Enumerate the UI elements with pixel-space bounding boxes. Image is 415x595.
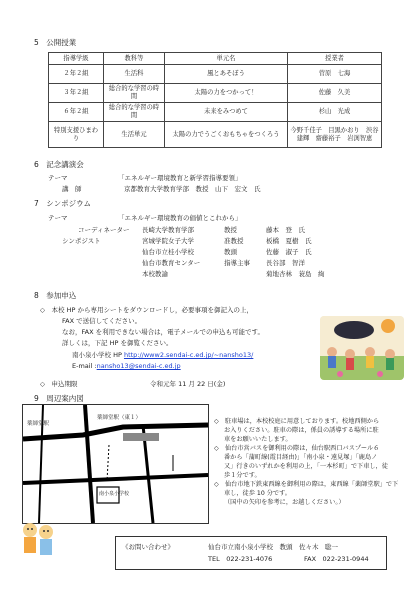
map-label-station: 薬師堂駅 <box>27 421 50 427</box>
contact-box <box>115 536 387 570</box>
lecturer: 京都教育大学教育学部 教授 山下 宏文 氏 <box>124 185 261 193</box>
lecture-theme-label: テーマ <box>48 174 68 182</box>
symposist-label: シンポジスト <box>62 237 101 245</box>
access-note-line: 又」行きのいずれかを利用の上，「一本杉町」で下車し，徒 <box>224 462 388 470</box>
table-row <box>49 103 382 122</box>
contact-tel: TEL 022-231-4076 <box>208 555 273 563</box>
header-grade: 指導学級 <box>49 53 104 65</box>
apply-line-1: ◇ 本校 HP から専用シートをダウンロードし，必要事項を御記入の上， <box>40 306 253 314</box>
panel-role: 教頭 <box>224 248 237 256</box>
panel-org: 仙台市教育センター <box>142 259 201 267</box>
apply-line-4: 詳しくは，下記 HP を御覧ください。 <box>62 339 173 347</box>
hp-line <box>72 351 253 359</box>
hp-link[interactable]: http://www2.sendai-c.ed.jp/~nansho13/ <box>123 351 254 359</box>
panel-org: 本校教諭 <box>142 270 168 278</box>
apply-line-3: なお，FAX を利用できない場合は，電子メールでの申込も可能です。 <box>62 328 264 336</box>
contact-fax: FAX 022-231-0944 <box>304 555 369 563</box>
access-note-line: 車をお願いいたします。 <box>224 435 292 443</box>
access-note-line: お入りください。駐車の際は，係員の誘導する場所に駐 <box>224 426 379 434</box>
email-line <box>72 362 181 370</box>
lecturer-label: 講 師 <box>62 185 82 193</box>
section-9-title: 9 周辺案内図 <box>34 394 84 403</box>
deadline-label: ◇ 申込期限 <box>40 380 78 388</box>
cell-grade: 特別支援ひまわり <box>49 122 104 148</box>
symposium-theme: 「エネルギー環境教育の価値とこれから」 <box>118 214 242 222</box>
panel-role: 准教授 <box>224 237 244 245</box>
cell-subject: 生活科 <box>104 65 165 84</box>
section-7-title: 7 シンポジウム <box>34 199 92 208</box>
section-6-title: 6 記念講演会 <box>34 160 84 169</box>
access-note-line: ◇ 駐車場は，本校校庭に用意しております。校地西側から <box>214 418 380 425</box>
cell-subject: 総合的な学習の時間 <box>104 84 165 103</box>
map-label-station-exit: 薬師堂駅（東１） <box>97 415 142 421</box>
panel-org: 長崎大学教育学部 <box>142 226 194 234</box>
access-note-line: ◇ 仙台市営バスを御利用の際は，仙台駅西口バスプール６ <box>214 444 380 452</box>
cell-unit: 太陽の力をつかって！ <box>165 84 288 103</box>
symposium-theme-label: テーマ <box>48 214 68 222</box>
lecture-theme: 「エネルギー環境教育と新学習指導要領」 <box>118 174 242 182</box>
cell-teacher: 杉山 光成 <box>288 103 382 122</box>
panel-role: 教授 <box>224 226 237 234</box>
table-header <box>49 53 382 65</box>
children-painting-illustration <box>320 316 404 380</box>
access-note-line: ◇ 仙台市地下鉄東西線を御利用の際は，東西線「薬師堂駅」で下 <box>214 480 399 488</box>
panel-name: 長谷部 智洋 <box>266 259 305 267</box>
access-note-line: 歩１分です。 <box>224 471 261 479</box>
access-notes <box>214 418 404 508</box>
cell-teacher: 佐藤 久美 <box>288 84 382 103</box>
panel-name: 板橋 夏樹 氏 <box>266 237 312 245</box>
hp-label: 南小泉小学校 HP <box>72 351 122 359</box>
cell-grade: ３年２組 <box>49 84 104 103</box>
deadline-value: 令和元年 11 月 22 日(金) <box>150 380 226 388</box>
access-note-line: （国中の矢印を参考に，お越しください。） <box>224 498 345 506</box>
table-row <box>49 84 382 103</box>
table-row <box>49 122 382 148</box>
header-teacher: 授業者 <box>288 53 382 65</box>
cell-grade: ２年２組 <box>49 65 104 84</box>
apply-line-2: FAX で送信してください。 <box>62 317 142 325</box>
area-map <box>22 404 209 524</box>
map-label-school: 南小泉小学校 <box>99 491 130 497</box>
panel-role: 指導主事 <box>224 259 250 267</box>
panel-org: 宮城学院女子大学 <box>142 237 194 245</box>
access-note-line: 番から「蒲町線(霞目経由)」「南小泉・遠見塚」「鹿島ノ <box>224 453 378 461</box>
email-label: E-mail : <box>72 362 97 370</box>
cell-unit: 太陽の力でうごくおもちゃをつくろう <box>165 122 288 148</box>
header-unit: 単元名 <box>165 53 288 65</box>
panel-name: 佐藤 淑子 氏 <box>266 248 312 256</box>
cell-teacher: 今野千佳子 目黒かおり 渋谷建輝 齋藤裕子 岩渕智恵 <box>288 122 382 148</box>
cell-unit: 風とあそぼう <box>165 65 288 84</box>
email-link[interactable]: nansho13@sendai-c.ed.jp <box>96 362 181 370</box>
cell-subject: 生活単元 <box>104 122 165 148</box>
cell-teacher: 菅原 七海 <box>288 65 382 84</box>
panel-name: 藤本 登 氏 <box>266 226 305 234</box>
panel-name: 菊地杏林 蓑島 絢 <box>266 270 325 278</box>
contact-label: 《お問い合わせ》 <box>122 543 174 551</box>
cell-unit: 未来をみつめて <box>165 103 288 122</box>
cell-subject: 総合的な学習の時間 <box>104 103 165 122</box>
contact-school: 仙台市立南小泉小学校 教頭 佐々木 聡一 <box>208 543 338 551</box>
panel-org: 仙台市立桂小学校 <box>142 248 194 256</box>
header-subject: 教科等 <box>104 53 165 65</box>
section-8-title: 8 参加申込 <box>34 291 77 300</box>
section-5-title: 5 公開授業 <box>34 38 77 47</box>
children-illustration <box>18 520 58 565</box>
access-note-line: 車し，徒歩 10 分です。 <box>224 489 291 497</box>
coordinator-label: コーディネーター <box>78 226 130 234</box>
lessons-table <box>48 52 382 148</box>
table-row <box>49 65 382 84</box>
cell-grade: ６年２組 <box>49 103 104 122</box>
